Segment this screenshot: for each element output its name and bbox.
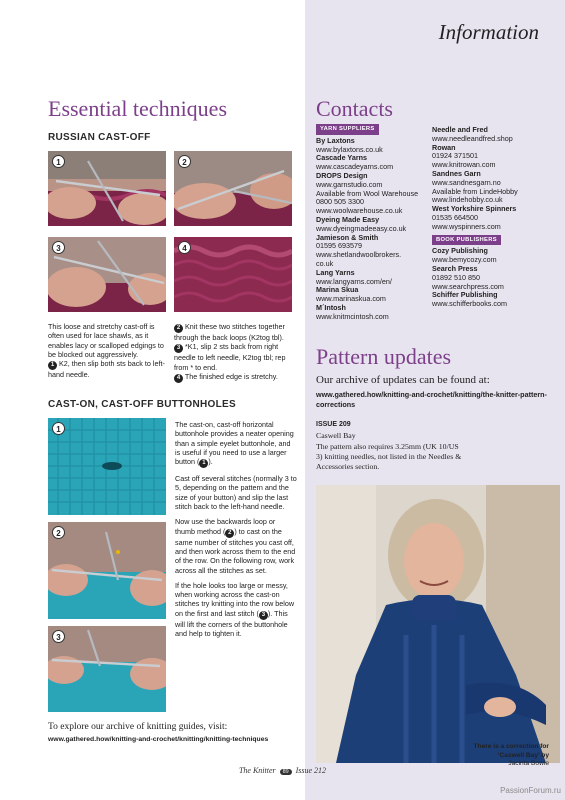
contact-name: Needle and Fred xyxy=(432,125,488,134)
contact-name: DROPS Design xyxy=(316,170,368,180)
russian-step-2-photo xyxy=(174,151,292,226)
contact-entry xyxy=(316,172,428,216)
contact-line[interactable]: www.cascadeyarns.com xyxy=(316,162,394,172)
contact-line: 01595 693579 xyxy=(316,241,362,251)
contact-entry xyxy=(316,137,428,155)
contact-name: Cozy Publishing xyxy=(432,246,488,256)
contact-name: Marina Skua xyxy=(316,285,359,295)
contact-name: Dyeing Made Easy xyxy=(316,214,380,224)
russian-step-3-text: 3 *K1, slip 2 sts back from right needle to left needle, K2tog tbl; rep from * to end. xyxy=(174,342,286,372)
contact-line: 0800 505 3300 xyxy=(316,197,364,207)
pattern-correction-text: The pattern also requires 3.25mm (UK 10/US 3) knitting needles, not listed in the Needles & Accessories section. xyxy=(316,442,462,471)
pattern-updates-title: Pattern updates xyxy=(316,344,452,369)
yarn-suppliers-tag: YARN SUPPLIERS xyxy=(316,124,379,135)
russian-intro: This loose and stretchy cast-off is often used for lace shawls, as it enables lacy or scalloped edgings to be blocked out aggressively. xyxy=(48,322,164,359)
contact-entry xyxy=(432,144,560,170)
contact-line[interactable]: www.schifferbooks.com xyxy=(432,299,507,309)
russian-step-1-text: 1 K2, then slip both sts back to left-hand needle. xyxy=(48,359,165,380)
contact-line[interactable]: www.dyeingmadeeasy.co.uk xyxy=(316,223,407,233)
contact-line[interactable]: www.bemycozy.com xyxy=(432,255,497,265)
contact-line: Available from Wool Warehouse xyxy=(316,188,419,198)
russian-step-4-photo xyxy=(174,237,292,312)
buttonholes-paragraph-2: Cast off several stitches (normally 3 to 5, depending on the pattern and the size of your button) and slip the last stitch back to the left-hand needle. xyxy=(175,474,297,512)
contact-line[interactable]: www.shetlandwoolbrokers. xyxy=(316,250,402,260)
contact-line: 01924 371501 xyxy=(432,151,478,161)
buttonholes-text xyxy=(175,420,297,644)
russian-step-3-photo xyxy=(48,237,166,312)
contact-line[interactable]: www.bylaxtons.co.uk xyxy=(316,144,383,154)
page-number: 89 xyxy=(280,769,292,775)
contact-line[interactable]: www.searchpress.com xyxy=(432,281,504,291)
pattern-updates-intro: Our archive of updates can be found at: xyxy=(316,374,490,386)
contact-line: 01535 664500 xyxy=(432,212,478,222)
contacts-title: Contacts xyxy=(316,96,393,121)
contact-entry xyxy=(432,247,560,265)
essential-techniques-title: Essential techniques xyxy=(48,96,228,121)
contact-line[interactable]: www.wyspinners.com xyxy=(432,221,501,231)
step-number-badge: 2 xyxy=(178,155,191,168)
russian-step-1-photo xyxy=(48,151,166,226)
contacts-column-2 xyxy=(432,126,560,309)
step-number-badge: 1 xyxy=(52,155,65,168)
step-number-badge: 2 xyxy=(52,526,65,539)
buttonholes-paragraph-4: If the hole looks too large or messy, when working across the cast-on stitches try knitting into the row below on the first and last stitch ( 3 ). This will lift the corners of the buttonhole and help to tighten it. xyxy=(175,580,295,639)
contacts-column-1 xyxy=(316,124,428,322)
photo-caption: There is a correction for ‘Caswell Bay’ by Jacinta Bowie xyxy=(473,743,549,767)
buttonholes-heading: CAST-ON, CAST-OFF BUTTONHOLES xyxy=(48,399,236,410)
buttonhole-step-3-photo xyxy=(48,626,166,712)
contact-name: Cascade Yarns xyxy=(316,153,368,163)
contact-line: Available from LindeHobby xyxy=(432,186,518,196)
contact-entry xyxy=(316,269,428,287)
buttonhole-step-1-photo xyxy=(48,418,166,515)
contact-line[interactable]: www.needleandfred.shop xyxy=(432,133,513,143)
watermark: PassionForum.ru xyxy=(500,786,561,795)
pattern-corrections-link[interactable]: www.gathered.how/knitting-and-crochet/knitting/the-knitter-pattern-corrections xyxy=(316,390,547,409)
caswell-bay-model-photo xyxy=(316,485,560,763)
contact-name: Sandnes Garn xyxy=(432,168,481,178)
contact-entry xyxy=(316,234,428,269)
step-badge-1: 1 xyxy=(48,361,57,370)
contact-entry xyxy=(316,286,428,304)
contact-line[interactable]: www.sandnesgarn.no xyxy=(432,177,501,187)
contact-name: By Laxtons xyxy=(316,135,355,145)
buttonholes-paragraph-1: The cast-on, cast-off horizontal buttonhole provides a neater opening than a simple eyelet buttonhole, and is useful if you need to use a larger button ( 1 ). xyxy=(175,420,294,467)
archive-guides-link[interactable]: www.gathered.how/knitting-and-crochet/knitting/knitting-techniques xyxy=(48,736,269,743)
book-publishers-tag: BOOK PUBLISHERS xyxy=(432,235,501,246)
contact-line[interactable]: www.garnstudio.com xyxy=(316,179,383,189)
page-footer: The Knitter 89 Issue 212 xyxy=(238,766,327,775)
russian-text-right xyxy=(174,322,294,383)
contact-entry xyxy=(316,216,428,234)
contact-line[interactable]: www.langyarns.com/en/ xyxy=(316,276,392,286)
contact-entry xyxy=(432,205,560,231)
issue-label: ISSUE 209 xyxy=(316,421,351,428)
russian-text-left xyxy=(48,322,166,379)
contact-line[interactable]: www.woolwarehouse.co.uk xyxy=(316,206,403,216)
russian-cast-off-heading: RUSSIAN CAST-OFF xyxy=(48,132,151,143)
contact-line[interactable]: www.knitmcintosh.com xyxy=(316,311,389,321)
pattern-name: Caswell Bay xyxy=(316,431,356,440)
contact-line: 01892 510 850 xyxy=(432,272,480,282)
section-title: Information xyxy=(438,20,539,44)
contact-name: West Yorkshire Spinners xyxy=(432,204,517,214)
russian-step-2-text: 2 Knit these two stitches together through the back loops (K2tog tbl). xyxy=(174,322,285,342)
contact-line[interactable]: www.lindehobby.co.uk xyxy=(432,195,503,205)
step-number-badge: 3 xyxy=(52,630,65,643)
contact-name: Search Press xyxy=(432,263,478,273)
contact-name: Jamieson & Smith xyxy=(316,232,379,242)
contact-line[interactable]: www.marinaskua.com xyxy=(316,294,386,304)
step-number-badge: 4 xyxy=(178,241,191,254)
step-number-badge: 3 xyxy=(52,241,65,254)
contact-entry xyxy=(432,265,560,291)
buttonholes-paragraph-3: Now use the backwards loop or thumb method ( 2 ) to cast on the same number of stitches you cast off, and then work across them to the end of the row. On the following row, work across all the stitches as set. xyxy=(175,517,296,575)
contact-entry xyxy=(432,291,560,309)
buttonhole-step-2-photo xyxy=(48,522,166,619)
contact-name: Lang Yarns xyxy=(316,267,355,277)
contact-entry xyxy=(432,170,560,205)
contact-entry xyxy=(316,154,428,172)
contact-line[interactable]: www.knitrowan.com xyxy=(432,160,496,170)
contact-line: co.uk xyxy=(316,258,334,268)
contact-name: Schiffer Publishing xyxy=(432,290,498,300)
contact-name: Rowan xyxy=(432,142,456,152)
archive-guides-text: To explore our archive of knitting guides, visit: xyxy=(48,722,228,732)
step-number-badge: 1 xyxy=(52,422,65,435)
contact-name: M´Intosh xyxy=(316,302,346,312)
contact-entry xyxy=(316,304,428,322)
russian-step-4-text: 4 The finished edge is stretchy. xyxy=(174,372,294,383)
contact-entry xyxy=(432,126,560,144)
